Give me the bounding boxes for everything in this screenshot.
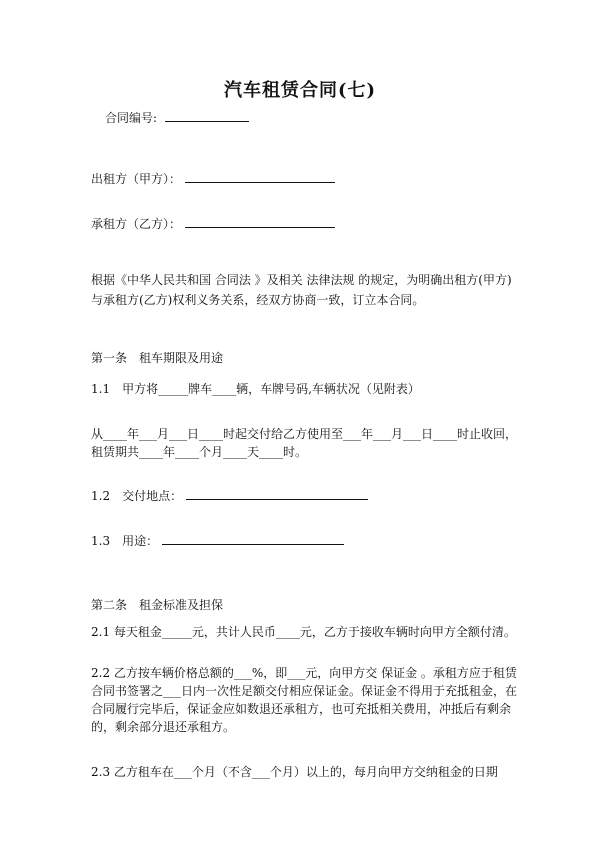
lessee-blank bbox=[185, 215, 335, 228]
clause-2-1: 2.1 每天租金_____元，共计人民币____元，乙方于接收车辆时向甲方全额付清。 bbox=[91, 625, 516, 639]
preamble-paragraph: 根据《中华人民共和国 合同法 》及相关 法律法规 的规定，为明确出租方(甲方)与承租方(乙方)权利义务关系，经双方协商一致，订立本合同。 bbox=[91, 273, 512, 307]
clause-1-2-label: 1.2 交付地点： bbox=[91, 489, 183, 503]
article-2-title: 第二条 租金标准及担保 bbox=[91, 598, 224, 612]
clause-1-1-period-line-a: 从____年___月___日____时起交付给乙方使用至___年___月___日____时止收回， bbox=[91, 427, 518, 441]
contract-number-label: 合同编号: bbox=[105, 111, 158, 125]
clause-2-2: 2.2 乙方按车辆价格总额的___%，即___元，向甲方交 保证金 。承租方应于租赁合同书签署之___日内一次性足额交付相应保证金。保证金不得用于充抵租金，在合同履行完毕后，保证金应如数退还承租方，也可充抵相关费用，冲抵后有剩余的，剩余部分退还承租方。 bbox=[91, 666, 518, 734]
lessor-row bbox=[91, 170, 335, 188]
usage-blank bbox=[162, 532, 344, 545]
clause-1-3-label: 1.3 用途： bbox=[91, 534, 159, 548]
contract-number-blank bbox=[165, 109, 249, 122]
document-title: 汽车租赁合同(七) bbox=[223, 80, 377, 101]
clause-1-1: 1.1 甲方将_____牌车____辆，车牌号码,车辆状况（见附表） bbox=[91, 382, 420, 396]
delivery-place-blank bbox=[186, 487, 368, 500]
article-1-title: 第一条 租车期限及用途 bbox=[91, 351, 224, 365]
lessee-label: 承租方（乙方）： bbox=[91, 217, 182, 231]
lessee-row bbox=[91, 215, 335, 233]
clause-1-3-row bbox=[91, 532, 344, 550]
clause-1-1-period-line-b: 租赁期共____年____个月____天____时。 bbox=[91, 445, 308, 459]
clause-2-3: 2.3 乙方租车在___个月（不含___个月）以上的，每月向甲方交纳租金的日期 bbox=[91, 765, 498, 779]
lessor-label: 出租方（甲方）： bbox=[91, 172, 182, 186]
contract-number-row bbox=[105, 109, 249, 127]
clause-1-2-row bbox=[91, 487, 368, 505]
lessor-blank bbox=[185, 170, 335, 183]
